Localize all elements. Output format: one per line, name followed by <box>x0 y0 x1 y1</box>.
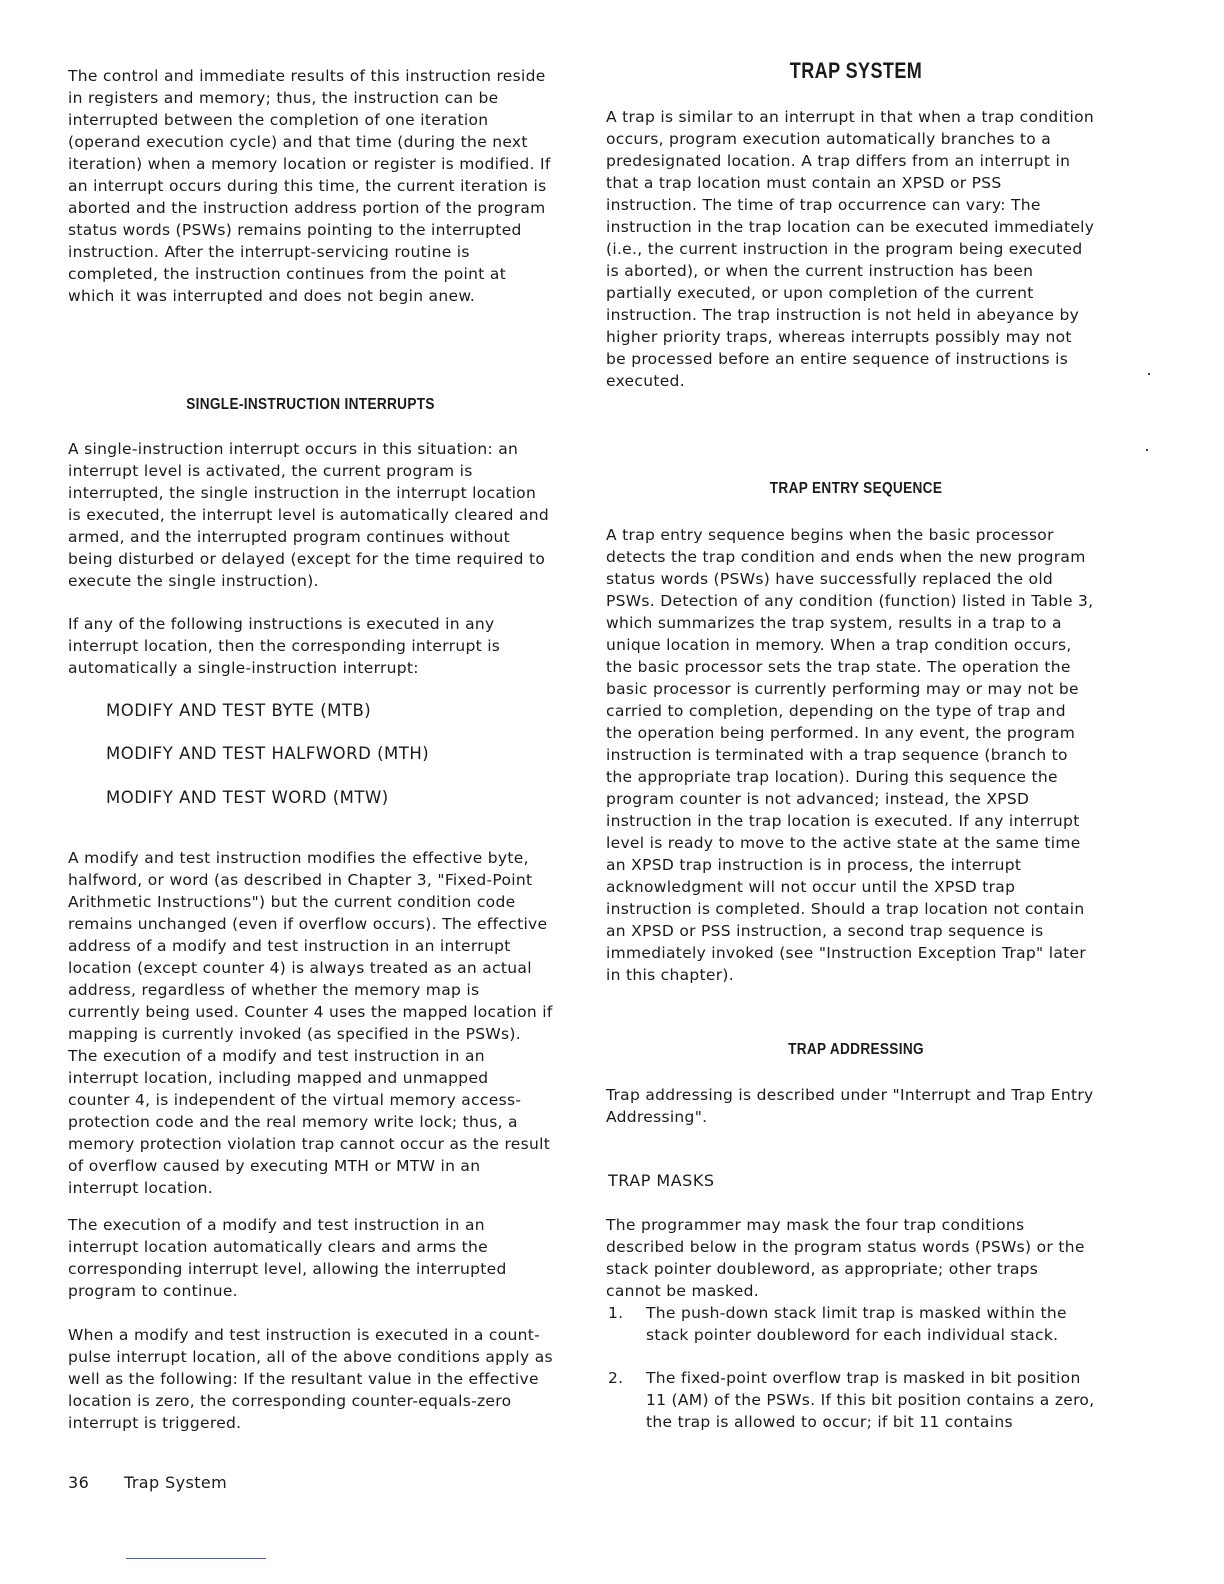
section-heading-trap-entry-sequence: TRAP ENTRY SEQUENCE <box>769 480 943 497</box>
instruction-item-mtb: MODIFY AND TEST BYTE (MTB) <box>106 701 372 720</box>
section-heading-trap-addressing: TRAP ADDRESSING <box>788 1041 924 1058</box>
footer-section-title: Trap System <box>124 1473 228 1492</box>
list-item <box>606 1367 1096 1433</box>
count-pulse-paragraph: When a modify and test instruction is executed in a count-pulse interrupt location, all of the above conditions apply as well as the following: If the resultant value in the effective location is zero, the corresponding counter-equals-zero interrupt is triggered. <box>68 1326 553 1432</box>
execution-clears-paragraph: The execution of a modify and test instruction in an interrupt location automatically clears and arms the corresponding interrupt level, allowing the interrupted program to continue. <box>68 1216 507 1300</box>
trap-intro-paragraph: A trap is similar to an interrupt in that when a trap condition occurs, program execution automatically branches to a predesignated location. A trap differs from an interrupt in that a trap location must contain an XPSD or PSS instruction. The time of trap occurrence can vary: The instruction in the trap location can be executed immediately (i.e., the current instruction in the program being executed is aborted), or when the current instruction has been partially executed, or upon completion of the current instruction. The trap instruction is not held in abeyance by higher priority traps, whereas interrupts possibly may not be processed before an entire sequence of instructions is executed. <box>606 108 1095 390</box>
instruction-item-mtw: MODIFY AND TEST WORD (MTW) <box>106 788 389 807</box>
section-heading-single-instruction-interrupts: SINGLE-INSTRUCTION INTERRUPTS <box>186 396 435 413</box>
page-footer <box>68 1473 227 1492</box>
trap-addressing-paragraph: Trap addressing is described under "Interrupt and Trap Entry Addressing". <box>606 1086 1094 1126</box>
bottom-rule <box>126 1558 266 1559</box>
modify-test-paragraph: A modify and test instruction modifies the effective byte, halfword, or word (as described in Chapter 3, "Fixed-Point Arithmetic Instructions") but the current condition code remains unchanged (even if overflow occurs). The effective address of a modify and test instruction in an interrupt location (except counter 4) is always treated as an actual address, regardless of whether the memory map is currently being used. Counter 4 uses the mapped location if mapping is currently invoked (as specified in the PSWs). The execution of a modify and test instruction in an interrupt location, including mapped and unmapped counter 4, is independent of the virtual memory access-protection code and the real memory write lock; thus, a memory protection violation trap cannot occur as the result of overflow caused by executing MTH or MTW in an interrupt location. <box>68 849 553 1197</box>
trap-entry-paragraph: A trap entry sequence begins when the basic processor detects the trap condition and ends when the new program status words (PSWs) have successfully replaced the old PSWs. Detection of any condition (function) listed in Table 3, which summarizes the trap system, results in a trap to a unique location in memory. When a trap condition occurs, the basic processor sets the trap state. The operation the basic processor is currently performing may or may not be carried to completion, depending on the type of trap and the operation being performed. In any event, the program instruction is terminated with a trap sequence (branch to the appropriate trap location). During this sequence the program counter is not advanced; instead, the XPSD instruction in the trap location is executed. If any interrupt level is ready to move to the active state at the same time an XPSD trap instruction is in process, the interrupt acknowledgment will not occur until the XPSD trap instruction is completed. Should a trap location not contain an XPSD or PSS instruction, a second trap sequence is immediately invoked (see "Instruction Exception Trap" later in this chapter). <box>606 526 1094 984</box>
instruction-item-mth: MODIFY AND TEST HALFWORD (MTH) <box>106 744 430 763</box>
page-title: TRAP SYSTEM <box>789 58 923 83</box>
page-number: 36 <box>68 1473 90 1492</box>
following-instructions-paragraph: If any of the following instructions is executed in any interrupt location, then the corresponding interrupt is automatically a single-instruction interrupt: <box>68 615 501 677</box>
single-instruction-paragraph: A single-instruction interrupt occurs in this situation: an interrupt level is activated, the current program is interrupted, the single instruction in the interrupt location is executed, the interrupt level is automatically cleared and armed, and the interrupted program continues without being disturbed or delayed (except for the time required to execute the single instruction). <box>68 440 550 590</box>
trap-masks-paragraph: The programmer may mask the four trap conditions described below in the program status words (PSWs) or the stack pointer doubleword, as appropriate; other traps cannot be masked. <box>606 1216 1085 1300</box>
list-item-number: 1. <box>608 1304 624 1322</box>
list-item <box>606 1302 1096 1346</box>
scan-speck <box>1148 373 1150 375</box>
subheading-trap-masks: TRAP MASKS <box>608 1171 715 1190</box>
list-item-number: 2. <box>608 1369 624 1387</box>
scan-speck <box>1146 449 1148 451</box>
list-item-text: The push-down stack limit trap is masked within the stack pointer doubleword for each individual stack. <box>646 1304 1067 1344</box>
left-intro-paragraph: The control and immediate results of this instruction reside in registers and memory; thus, the instruction can be interrupted between the completion of one iteration (operand execution cycle) and that time (during the next iteration) when a memory location or register is modified. If an interrupt occurs during this time, the current iteration is aborted and the instruction address portion of the program status words (PSWs) remains pointing to the interrupted instruction. After the interrupt-servicing routine is completed, the instruction continues from the point at which it was interrupted and does not begin anew. <box>68 67 551 305</box>
list-item-text: The fixed-point overflow trap is masked in bit position 11 (AM) of the PSWs. If this bit position contains a zero, the trap is allowed to occur; if bit 11 contains <box>646 1369 1095 1431</box>
